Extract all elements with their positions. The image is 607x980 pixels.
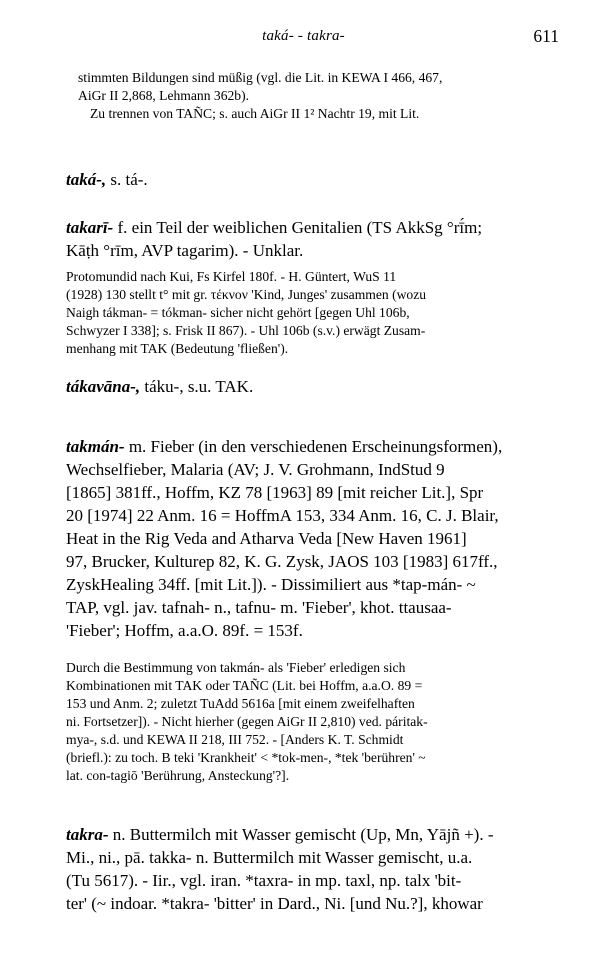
text-line: (1928) 130 stellt t° mit gr. τέκνον 'Kind, Junges' zusammen (wozu [66, 287, 427, 302]
running-head: taká- - takra- [262, 28, 345, 44]
headword: tákavāna-, [66, 377, 141, 396]
kewa-continuation [78, 69, 570, 123]
text-line: (briefl.): zu toch. B teki 'Krankheit' < *tok-men-, *tek 'berühren' ~ [66, 750, 426, 765]
note-takman [66, 659, 558, 785]
text-line: takra- n. Buttermilch mit Wasser gemischt (Up, Mn, Yājñ +). - [66, 825, 494, 844]
text-line: ZyskHealing 34ff. [mit Lit.]). - Dissimiliert aus *tap-mán- ~ [66, 575, 476, 594]
text-line: takarī- f. ein Teil der weiblichen Genitalien (TS AkkSg °rī́m; [66, 218, 483, 237]
text-line: ni. Fortsetzer]). - Nicht hierher (gegen AiGr II 2,810) ved. páritak- [66, 714, 428, 729]
page-header [0, 26, 607, 50]
text-line: [1865] 381ff., Hoffm, KZ 78 [1963] 89 [mit reicher Lit.], Spr [66, 483, 484, 502]
text-line: taká-, s. tá-. [66, 170, 148, 189]
text-line: Schwyzer I 338]; s. Frisk II 867). - Uhl 106b (s.v.) erwägt Zusam- [66, 323, 426, 338]
text-line: ter' (~ indoar. *takra- 'bitter' in Dard., Ni. [und Nu.?], khowar [66, 894, 483, 913]
entry-takman [66, 435, 558, 642]
headword: taká-, [66, 170, 107, 189]
text-line: tákavāna-, táku-, s.u. TAK. [66, 377, 254, 396]
text-line: stimmten Bildungen sind müßig (vgl. die Lit. in KEWA I 466, 467, [78, 70, 443, 85]
text-line: mya-, s.d. und KEWA II 218, III 752. - [Anders K. T. Schmidt [66, 732, 404, 747]
text-line: 97, Brucker, Kulturep 82, K. G. Zysk, JAOS 103 [1983] 617ff., [66, 552, 498, 571]
text-line: Heat in the Rig Veda and Atharva Veda [New Haven 1961] [66, 529, 467, 548]
entry-takra [66, 823, 558, 915]
text-line: (Tu 5617). - Iir., vgl. iran. *taxra- in mp. taxl, np. talx 'bit- [66, 871, 462, 890]
headword: takra- [66, 825, 109, 844]
text-line: takmán- m. Fieber (in den verschiedenen Erscheinungsformen), [66, 437, 503, 456]
text-line: Durch die Bestimmung von takmán- als 'Fieber' erledigen sich [66, 660, 406, 675]
entry-takari [66, 216, 558, 262]
text-line: 'Fieber'; Hoffm, a.a.O. 89f. = 153f. [66, 621, 303, 640]
text-line: Kombinationen mit TAK oder TAÑC (Lit. bei Hoffm, a.a.O. 89 = [66, 678, 423, 693]
text-line: Protomundid nach Kui, Fs Kirfel 180f. - H. Güntert, WuS 11 [66, 269, 397, 284]
text-line: Kāṭh °rīm, AVP tagarim). - Unklar. [66, 241, 304, 260]
text-line: 20 [1974] 22 Anm. 16 = HoffmA 153, 334 Anm. 16, C. J. Blair, [66, 506, 499, 525]
headword: takarī- [66, 218, 114, 237]
text-line: lat. con-tagiō 'Berührung, Ansteckung'?]. [66, 768, 290, 783]
page-number: 611 [533, 26, 559, 46]
text-line: 153 und Anm. 2; zuletzt TuAdd 5616a [mit einem zweifelhaften [66, 696, 415, 711]
entry-takavana [66, 375, 558, 398]
text-line: menhang mit TAK (Bedeutung 'fließen'). [66, 341, 289, 356]
text-line: Wechselfieber, Malaria (AV; J. V. Grohmann, IndStud 9 [66, 460, 445, 479]
text-line: TAP, vgl. jav. tafnah- n., tafnu- m. 'Fieber', khot. ttausaa- [66, 598, 452, 617]
text-line: Mi., ni., pā. takka- n. Buttermilch mit Wasser gemischt, u.a. [66, 848, 473, 867]
text-line: Zu trennen von TAÑC; s. auch AiGr II 1² Nachtr 19, mit Lit. [90, 106, 420, 121]
note-takari [66, 268, 558, 358]
entry-taka [66, 168, 558, 191]
text-line: AiGr II 2,868, Lehmann 362b). [78, 88, 250, 103]
text-line: Naigh tákman- = tókman- sicher nicht gehört [gegen Uhl 106b, [66, 305, 410, 320]
headword: takmán- [66, 437, 125, 456]
